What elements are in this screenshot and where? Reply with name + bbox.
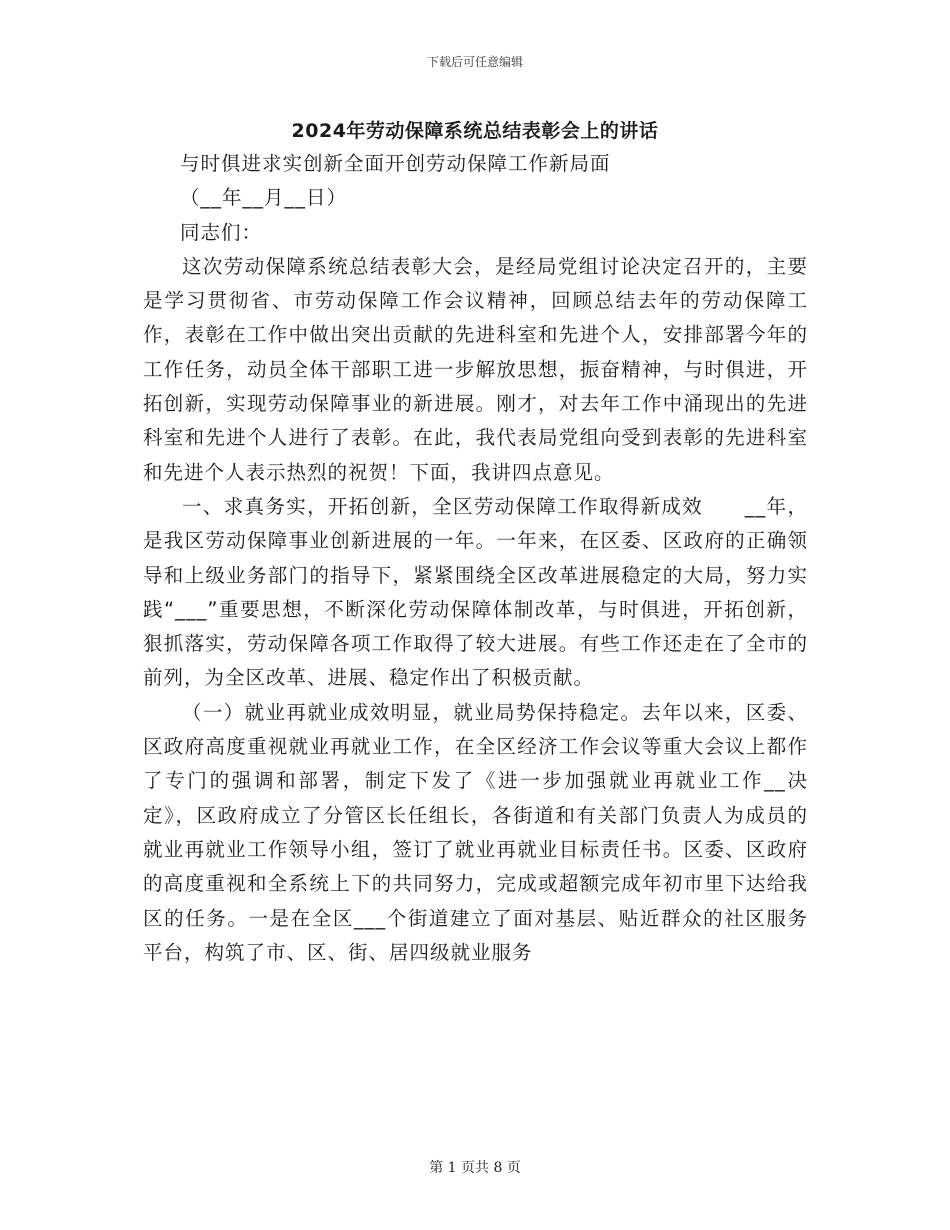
subtitle: 与时俱进求实创新全面开创劳动保障工作新局面 xyxy=(180,152,611,175)
paragraph-intro: 这次劳动保障系统总结表彰大会，是经局党组讨论决定召开的，主要是学习贯彻省、市劳动保障工作会议精神，回顾总结去年的劳动保障工作，表彰在工作中做出突出贡献的先进科室和先进个人，安排部署今年的工作任务，动员全体干部职工进一步解放思想，振奋精神，与时俱进，开拓创新，实现劳动保障事业的新进展。刚才，对去年工作中涌现出的先进科室和先进个人进行了表彰。在此，我代表局党组向受到表彰的先进科室和先进个人表示热烈的祝贺！下面，我讲四点意见。 xyxy=(143,254,808,484)
paragraph-subsection-one: （一）就业再就业成效明显，就业局势保持稳定。去年以来，区委、区政府高度重视就业再就业工作，在全区经济工作会议等重大会议上都作了专门的强调和部署，制定下发了《进一步加强就业再就业工作__决定》，区政府成立了分管区长任组长，各街道和有关部门负责人为成员的就业再就业工作领导小组，签订了就业再就业目标责任书。区委、区政府的高度重视和全系统上下的共同努力，完成或超额完成年初市里下达给我区的任务。一是在全区___个街道建立了面对基层、贴近群众的社区服务平台，构筑了市、区、街、居四级就业服务 xyxy=(143,700,808,964)
page-number: 第 1 页共 8 页 xyxy=(429,1160,521,1176)
document-body xyxy=(143,147,808,970)
paragraph-section-one: 一、求真务实，开拓创新，全区劳动保障工作取得新成效 __年，是我区劳动保障事业创新进展的一年。一年来，在区委、区政府的正确领导和上级业务部门的指导下，紧紧围绕全区改革进展稳定的大局，努力实践“___”重要思想，不断深化劳动保障体制改革，与时俱进，开拓创新，狠抓落实，劳动保障各项工作取得了较大进展。有些工作还走在了全市的前列，为全区改革、进展、稳定作出了积极贡献。 xyxy=(143,494,808,690)
date-line: （__年__月__日） xyxy=(180,186,348,210)
document-title: 2024年劳动保障系统总结表彰会上的讲话 xyxy=(291,120,659,142)
download-note: 下载后可任意编辑 xyxy=(426,55,523,69)
salutation: 同志们： xyxy=(180,220,263,244)
